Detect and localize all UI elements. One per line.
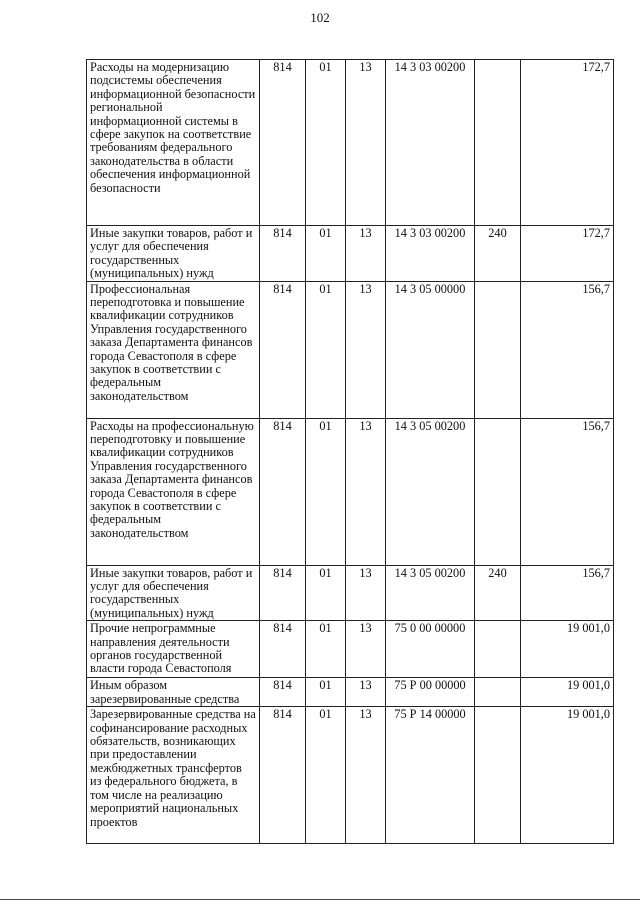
expense-type-code <box>475 621 521 678</box>
subsection-code: 13 <box>346 418 386 565</box>
subsection-code: 13 <box>346 565 386 621</box>
expense-type-code <box>475 707 521 844</box>
section-code: 01 <box>306 226 346 282</box>
section-code: 01 <box>306 60 346 226</box>
target-article-code: 14 3 05 00200 <box>386 418 475 565</box>
expense-name: Расходы на модернизацию подсистемы обеспечения информационной безопасности региональной информационной системы в сфере закупок на соответствие требованиям федерального законодательства в области обеспечения информационной безопасности <box>87 60 260 226</box>
amount: 172,7 <box>521 60 614 226</box>
expense-name: Профессиональная переподготовка и повышение квалификации сотрудников Управления государственного заказа Департамента финансов города Севастополя в сфере закупок в соответствии с федеральным законодательством <box>87 281 260 418</box>
expense-type-code <box>475 281 521 418</box>
section-code: 01 <box>306 565 346 621</box>
subsection-code: 13 <box>346 281 386 418</box>
department-code: 814 <box>260 226 306 282</box>
target-article-code: 75 Р 00 00000 <box>386 678 475 707</box>
department-code: 814 <box>260 60 306 226</box>
amount: 19 001,0 <box>521 678 614 707</box>
target-article-code: 14 3 03 00200 <box>386 60 475 226</box>
expense-name: Иные закупки товаров, работ и услуг для обеспечения государственных (муниципальных) нужд <box>87 565 260 621</box>
table-row <box>87 565 614 621</box>
table-row <box>87 418 614 565</box>
section-code: 01 <box>306 678 346 707</box>
subsection-code: 13 <box>346 226 386 282</box>
expense-name: Зарезервированные средства на софинансирование расходных обязательств, возникающих при предоставлении межбюджетных трансфертов из федерального бюджета, в том числе на реализацию мероприятий национальных проектов <box>87 707 260 844</box>
budget-table <box>86 59 614 844</box>
subsection-code: 13 <box>346 60 386 226</box>
expense-name: Прочие непрограммные направления деятельности органов государственной власти города Севастополя <box>87 621 260 678</box>
section-code: 01 <box>306 281 346 418</box>
table-row <box>87 226 614 282</box>
section-code: 01 <box>306 707 346 844</box>
amount: 172,7 <box>521 226 614 282</box>
amount: 156,7 <box>521 418 614 565</box>
section-code: 01 <box>306 418 346 565</box>
section-code: 01 <box>306 621 346 678</box>
expense-type-code <box>475 418 521 565</box>
scan-bottom-edge <box>0 899 640 900</box>
expense-type-code <box>475 678 521 707</box>
expense-type-code <box>475 60 521 226</box>
target-article-code: 14 3 03 00200 <box>386 226 475 282</box>
department-code: 814 <box>260 621 306 678</box>
subsection-code: 13 <box>346 707 386 844</box>
table-row <box>87 707 614 844</box>
table-row <box>87 60 614 226</box>
table-row <box>87 678 614 707</box>
expense-name: Расходы на профессиональную переподготовку и повышение квалификации сотрудников Управления государственного заказа Департамента финансов города Севастополя в сфере закупок в соответствии с федеральным законодательством <box>87 418 260 565</box>
department-code: 814 <box>260 678 306 707</box>
department-code: 814 <box>260 565 306 621</box>
target-article-code: 75 Р 14 00000 <box>386 707 475 844</box>
amount: 19 001,0 <box>521 707 614 844</box>
subsection-code: 13 <box>346 678 386 707</box>
department-code: 814 <box>260 707 306 844</box>
subsection-code: 13 <box>346 621 386 678</box>
expense-name: Иным образом зарезервированные средства <box>87 678 260 707</box>
expense-type-code: 240 <box>475 565 521 621</box>
target-article-code: 75 0 00 00000 <box>386 621 475 678</box>
target-article-code: 14 3 05 00200 <box>386 565 475 621</box>
table-row <box>87 621 614 678</box>
table-row <box>87 281 614 418</box>
target-article-code: 14 3 05 00000 <box>386 281 475 418</box>
page-number: 102 <box>310 10 330 25</box>
expense-type-code: 240 <box>475 226 521 282</box>
amount: 156,7 <box>521 281 614 418</box>
department-code: 814 <box>260 281 306 418</box>
expense-name: Иные закупки товаров, работ и услуг для обеспечения государственных (муниципальных) нужд <box>87 226 260 282</box>
amount: 19 001,0 <box>521 621 614 678</box>
department-code: 814 <box>260 418 306 565</box>
amount: 156,7 <box>521 565 614 621</box>
